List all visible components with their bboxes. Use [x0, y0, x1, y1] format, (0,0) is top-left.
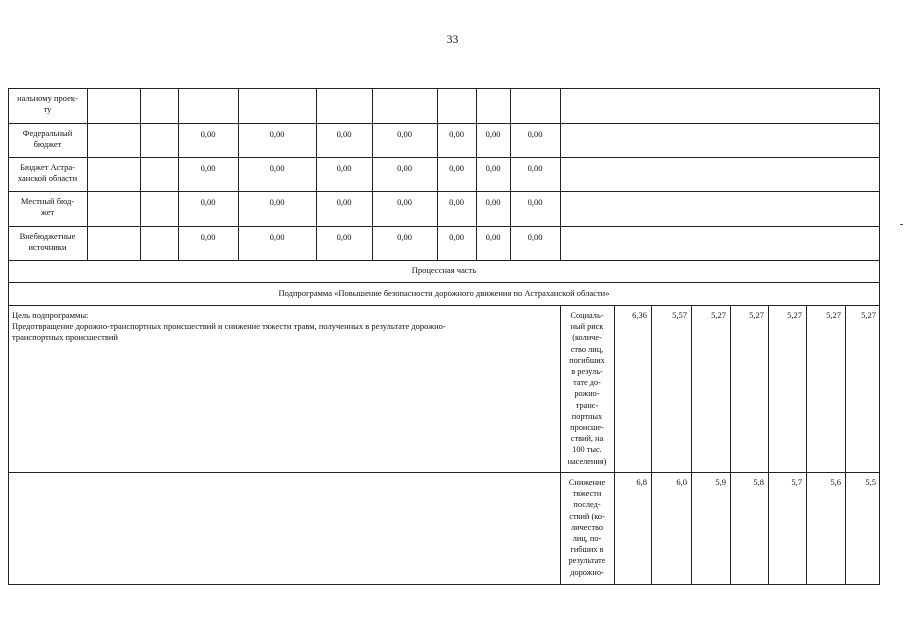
value-cell: 0,00 [269, 163, 285, 173]
value-cell: 0,00 [336, 197, 352, 207]
row-rule [8, 305, 880, 306]
value-cell: 5,27 [826, 310, 841, 320]
value-cell: 5,8 [753, 477, 764, 487]
row-label: Внебюджетные источники [19, 231, 76, 252]
column-rule [768, 305, 769, 585]
value-cell: 0,00 [485, 129, 501, 139]
value-cell: 5,27 [711, 310, 726, 320]
value-cell: 6,0 [676, 477, 687, 487]
value-cell: 5,6 [830, 477, 841, 487]
value-cell: 0,00 [527, 129, 543, 139]
value-cell: 6,36 [632, 310, 647, 320]
value-cell: 0,00 [449, 197, 464, 207]
value-cell: 0,00 [527, 163, 543, 173]
column-rule [140, 88, 141, 260]
column-rule [806, 305, 807, 585]
value-cell: 0,00 [200, 197, 216, 207]
row-rule [8, 282, 880, 283]
indicator-text: Социаль- ный риск (количе- ство лиц, погибших в резуль- тате до- рожно- транс- портных происше- ствий, на 100 тыс. населения) [567, 311, 607, 466]
column-rule [87, 88, 88, 260]
value-cell: 5,7 [791, 477, 802, 487]
indicator-text: Снижение тяжести послед- ствий (ко- личество лиц, по- гибших в результате дорожно- [568, 478, 606, 577]
row-rule [8, 226, 880, 227]
value-cell: 0,00 [269, 232, 285, 242]
value-cell: 0,00 [449, 129, 464, 139]
value-cell: 0,00 [336, 129, 352, 139]
value-cell: 0,00 [397, 163, 412, 173]
value-cell: 0,00 [485, 197, 501, 207]
row-label: Федеральный бюджет [22, 128, 73, 149]
value-cell: 0,00 [200, 129, 216, 139]
value-cell: 5,27 [749, 310, 764, 320]
row-label: Бюджет Астра- ханской области [17, 162, 78, 183]
process-part-heading: Процессная часть [411, 265, 477, 275]
row-rule [8, 191, 880, 192]
column-rule [614, 305, 615, 585]
row-rule [8, 123, 880, 124]
value-cell: 5,9 [715, 477, 726, 487]
row-label: нальному проек- ту [17, 93, 78, 114]
value-cell: 0,00 [397, 129, 412, 139]
column-rule [730, 305, 731, 585]
value-cell: 0,00 [485, 232, 501, 242]
value-cell: 0,00 [200, 163, 216, 173]
value-cell: 0,00 [449, 163, 464, 173]
subprogram-heading: Подпрограмма «Повышение безопасности дорожного движения по Астраханской области» [278, 288, 610, 298]
row-label: Местный бюд- жет [20, 196, 75, 217]
goal-text: Цель подпрограммы: Предотвращение дорожно-транспортных происшествий и снижение тяжести травм, полученных в результате дорожно- транспортных происшествий [12, 310, 446, 342]
value-cell: 0,00 [336, 163, 352, 173]
value-cell: 0,00 [397, 197, 412, 207]
value-cell: 0,00 [336, 232, 352, 242]
value-cell: 5,27 [787, 310, 802, 320]
column-rule [651, 305, 652, 585]
value-cell: 5,57 [672, 310, 687, 320]
margin-mark [900, 224, 903, 225]
value-cell: 0,00 [527, 232, 543, 242]
value-cell: 6,8 [636, 477, 647, 487]
row-rule [8, 157, 880, 158]
column-rule [560, 88, 561, 260]
value-cell: 0,00 [200, 232, 216, 242]
page-number: 33 [446, 34, 459, 46]
value-cell: 0,00 [449, 232, 464, 242]
value-cell: 0,00 [397, 232, 412, 242]
value-cell: 5,5 [865, 477, 876, 487]
row-rule [8, 260, 880, 261]
value-cell: 0,00 [269, 197, 285, 207]
value-cell: 0,00 [527, 197, 543, 207]
value-cell: 0,00 [269, 129, 285, 139]
value-cell: 5,27 [861, 310, 876, 320]
column-rule [691, 305, 692, 585]
row-rule [8, 472, 880, 473]
value-cell: 0,00 [485, 163, 501, 173]
column-rule [845, 305, 846, 585]
